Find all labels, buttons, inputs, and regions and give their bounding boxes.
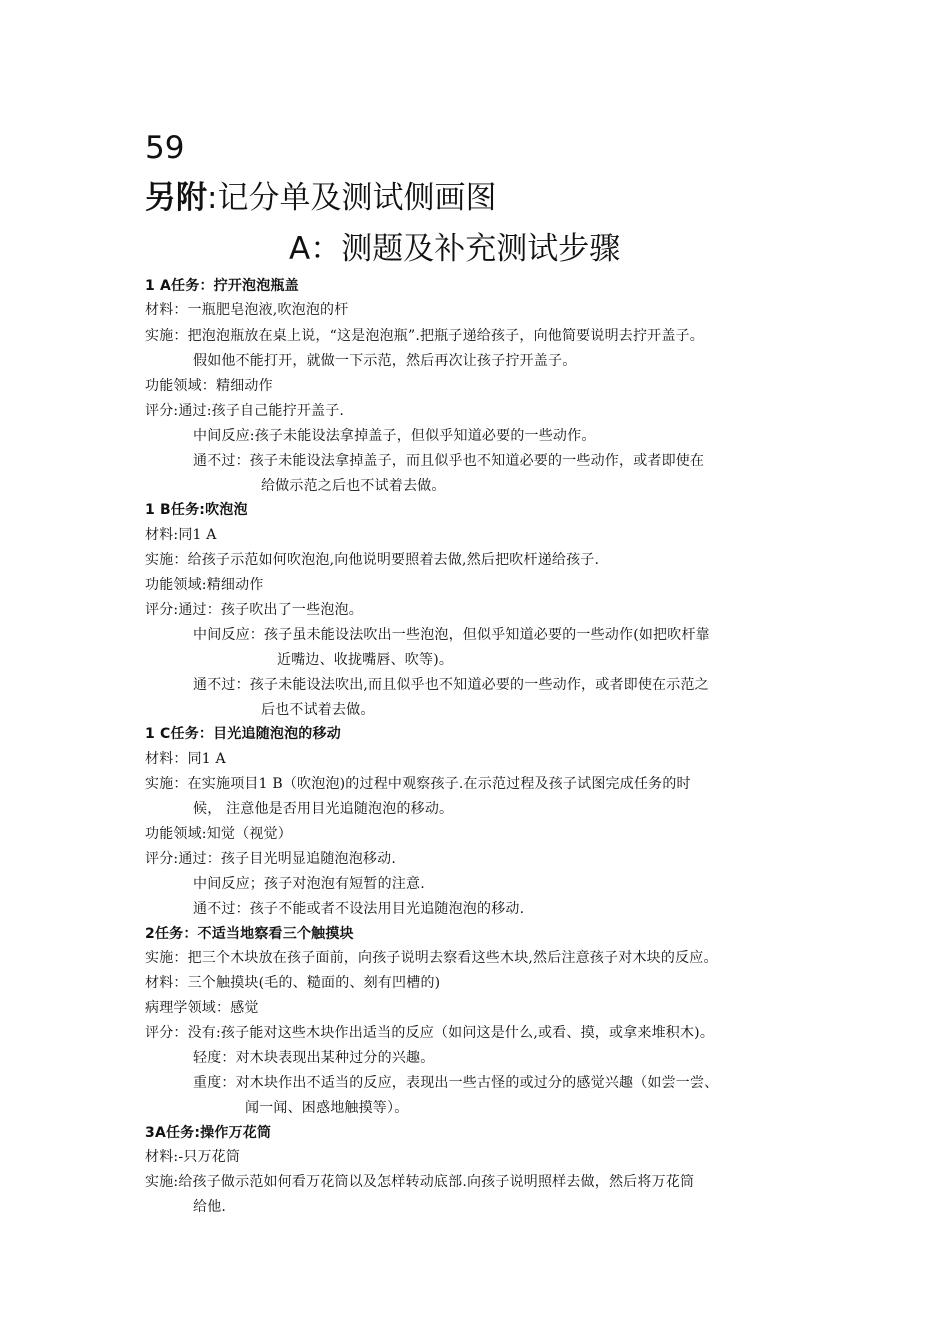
text-line: 轻度：对木块表现出某种过分的兴趣。 bbox=[193, 1050, 435, 1066]
text-line: 评分:通过:孩子自己能拧开盖子. bbox=[145, 403, 345, 419]
text-line: 重度：对木块作出不适当的反应，表现出一些古怪的或过分的感觉兴趣（如尝一尝、 bbox=[193, 1075, 719, 1091]
text-line: 中间反应:孩子未能设法拿掉盖子，但似乎知道必要的一些动作。 bbox=[193, 428, 596, 444]
task-heading-1a: 1 A任务：拧开泡泡瓶盖 bbox=[145, 278, 299, 294]
text-line: 材料：一瓶肥皂泡液,吹泡泡的杆 bbox=[145, 302, 349, 318]
text-line: 功能领域：精细动作 bbox=[145, 378, 273, 394]
task-heading-1c: 1 C任务：目光追随泡泡的移动 bbox=[145, 726, 341, 742]
text-line: 后也不试着去做。 bbox=[261, 702, 375, 718]
text-line: 材料:-只万花筒 bbox=[145, 1149, 241, 1165]
text-line: 病理学领域：感觉 bbox=[145, 1000, 259, 1016]
text-line: 候， 注意他是否用目光追随泡泡的移动。 bbox=[193, 801, 454, 817]
document-title bbox=[145, 178, 496, 218]
section-title: A：测题及补充测试步骤 bbox=[289, 231, 621, 267]
text-line: 闻一闻、困惑地触摸等）。 bbox=[245, 1100, 409, 1116]
task-heading-3a: 3A任务:操作万花筒 bbox=[145, 1125, 272, 1141]
text-line: 实施：给孩子示范如何吹泡泡,向他说明要照着去做,然后把吹杆递给孩子. bbox=[145, 552, 600, 568]
text-line: 近嘴边、收拢嘴唇、吹等)。 bbox=[277, 652, 454, 668]
text-line: 材料:同1 A bbox=[145, 527, 217, 543]
text-line: 给做示范之后也不试着去做。 bbox=[261, 478, 446, 494]
text-line: 通不过：孩子不能或者不设法用目光追随泡泡的移动. bbox=[193, 901, 525, 917]
text-line: 给他. bbox=[193, 1199, 227, 1215]
text-line: 中间反应：孩子虽未能设法吹出一些泡泡，但似乎知道必要的一些动作(如把吹杆靠 bbox=[193, 627, 710, 643]
text-line: 材料：同1 A bbox=[145, 751, 226, 767]
text-line: 实施：在实施项目1 B（吹泡泡)的过程中观察孩子.在示范过程及孩子试图完成任务的时 bbox=[145, 776, 691, 792]
text-line: 评分:通过：孩子目光明显追随泡泡移动. bbox=[145, 851, 396, 867]
page-number: 59 bbox=[145, 130, 185, 166]
text-line: 实施：把泡泡瓶放在桌上说，“这是泡泡瓶”.把瓶子递给孩子，向他简要说明去拧开盖子。 bbox=[145, 328, 704, 344]
document-title-bold-part: 另附 bbox=[145, 180, 207, 216]
text-line: 实施：把三个木块放在孩子面前，向孩子说明去察看这些木块,然后注意孩子对木块的反应。 bbox=[145, 950, 718, 966]
text-line: 功能领域:精细动作 bbox=[145, 577, 264, 593]
text-line: 评分:通过：孩子吹出了一些泡泡。 bbox=[145, 602, 363, 618]
task-heading-2: 2任务：不适当地察看三个触摸块 bbox=[145, 926, 354, 942]
text-line: 通不过：孩子未能设法吹出,而且似乎也不知道必要的一些动作，或者即使在示范之 bbox=[193, 677, 709, 693]
text-line: 假如他不能打开，就做一下示范，然后再次让孩子拧开盖子。 bbox=[193, 353, 577, 369]
text-line: 材料：三个触摸块(毛的、糙面的、刻有凹槽的) bbox=[145, 975, 441, 991]
task-heading-1b: 1 B任务:吹泡泡 bbox=[145, 502, 248, 518]
text-line: 功能领域:知觉（视觉） bbox=[145, 826, 292, 842]
text-line: 实施:给孩子做示范如何看万花筒以及怎样转动底部.向孩子说明照样去做，然后将万花筒 bbox=[145, 1174, 695, 1190]
text-line: 通不过：孩子未能设法拿掉盖子，而且似乎也不知道必要的一些动作，或者即使在 bbox=[193, 453, 705, 469]
text-line: 评分：没有:孩子能对这些木块作出适当的反应（如问这是什么,或看、摸，或拿来堆积木)。 bbox=[145, 1025, 715, 1041]
text-line: 中间反应；孩子对泡泡有短暂的注意. bbox=[193, 876, 425, 892]
document-title-rest: :记分单及测试侧画图 bbox=[207, 180, 497, 216]
